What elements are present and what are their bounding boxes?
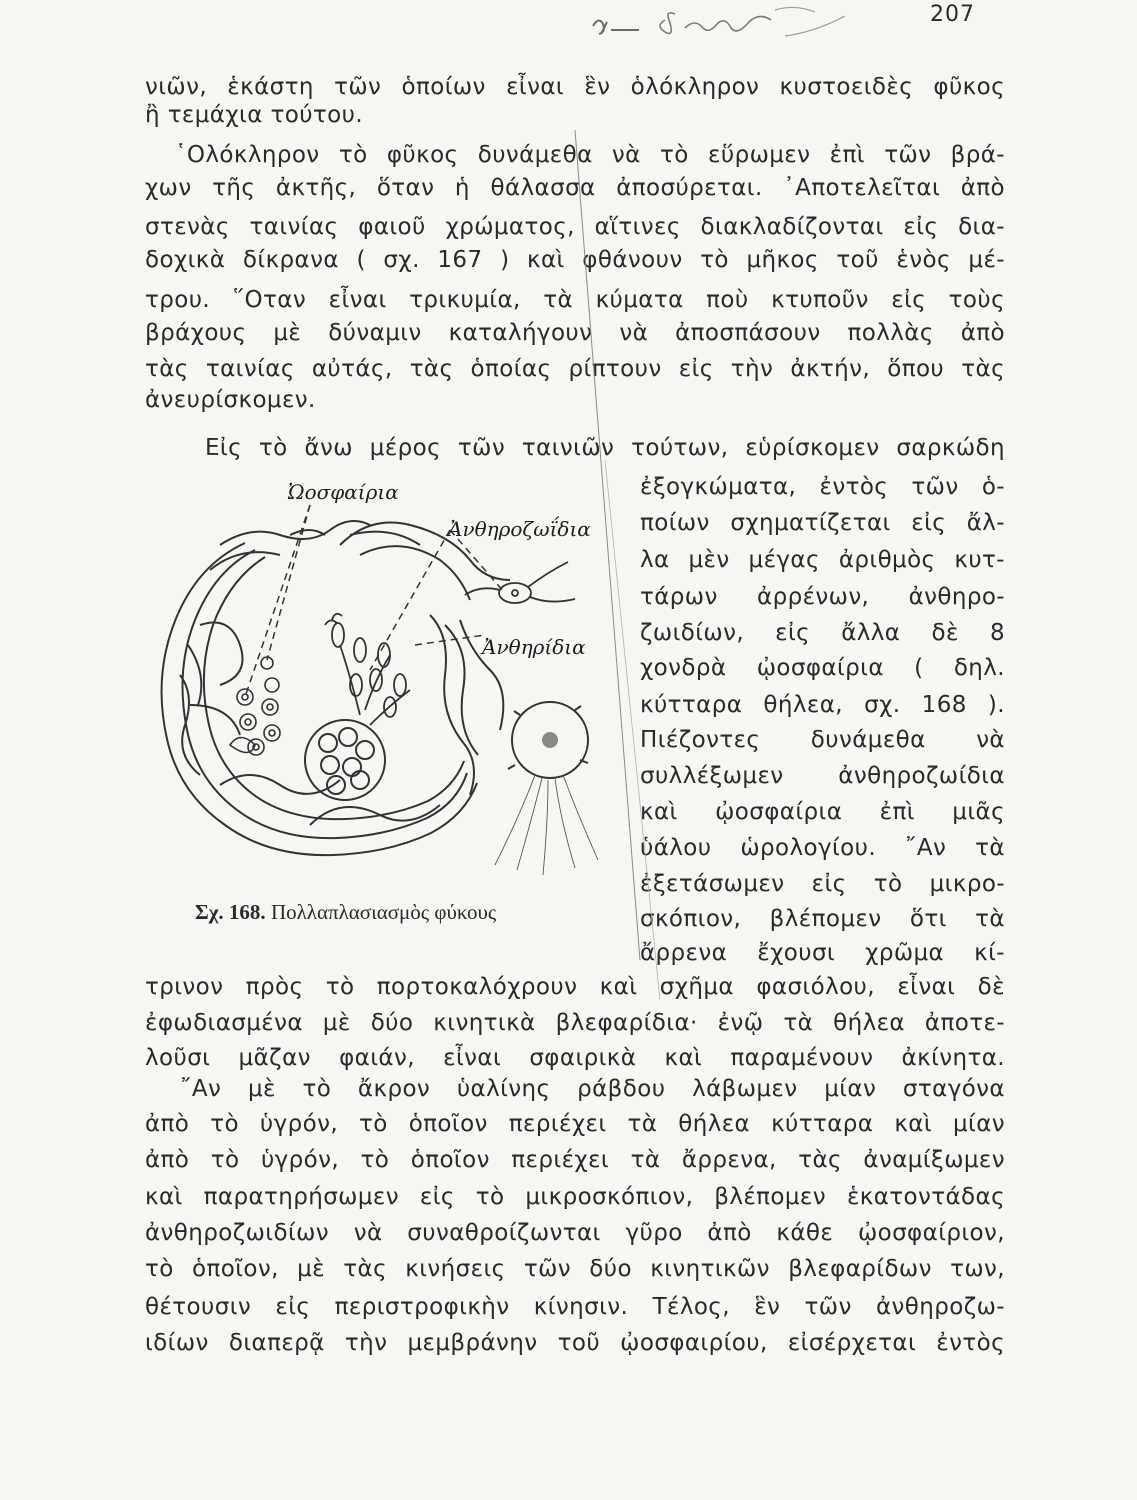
text-line: νιῶν, ἑκάστη τῶν ὁποίων εἶναι ἓν ὁλόκληρον κυστοειδὲς φῦκος bbox=[145, 74, 1005, 100]
text-line: τρου. ῞Οταν εἶναι τρικυμία, τὰ κύματα ποὺ κτυποῦν εἰς τοὺς bbox=[145, 287, 1005, 313]
text-line: τὰς ταινίας αὐτάς, τὰς ὁποίας ρίπτουν εἰς τὴν ἀκτήν, ὅπου τὰς bbox=[145, 356, 1005, 382]
figure-caption bbox=[195, 900, 496, 925]
text-line: τρινον πρὸς τὸ πορτοκαλόχρουν καὶ σχῆμα φασιόλου, εἶναι δὲ bbox=[145, 974, 1005, 1000]
text-line: συλλέξωμεν ἀνθηροζωίδια bbox=[640, 763, 1005, 789]
text-line: ποίων σχηματίζεται εἰς ἄλ- bbox=[640, 510, 1005, 536]
text-line: καὶ παρατηρήσωμεν εἰς τὸ μικροσκόπιον, βλέπομεν ἑκατοντάδας bbox=[145, 1184, 1005, 1210]
text-line: στενὰς ταινίας φαιοῦ χρώματος, αἵτινες διακλαδίζονται εἰς δια- bbox=[145, 214, 1005, 240]
caption-number: Σχ. 168. bbox=[195, 900, 266, 924]
text-line: βράχους μὲ δύναμιν καταλήγουν νὰ ἀποσπάσουν πολλὰς ἀπὸ bbox=[145, 320, 1005, 346]
text-line: χονδρὰ ᾠοσφαίρια ( δηλ. bbox=[640, 655, 1005, 681]
text-line: ῾Ολόκληρον τὸ φῦκος δυνάμεθα νὰ τὸ εὕρωμεν ἐπὶ τῶν βρά- bbox=[175, 142, 1005, 168]
text-line: ἀνθηροζωιδίων νὰ συναθροίζωνται γῦρο ἀπὸ κάθε ᾠοσφαίριον, bbox=[145, 1220, 1005, 1246]
text-line: δοχικὰ δίκρανα ( σχ. 167 ) καὶ φθάνουν τὸ μῆκος τοῦ ἑνὸς μέ- bbox=[145, 247, 1005, 273]
label-oospheres: Ὠοσφαίρια bbox=[288, 480, 399, 504]
text-line: ζωιδίων, εἰς ἄλλα δὲ 8 bbox=[640, 620, 1005, 646]
text-line: ἐφωδιασμένα μὲ δύο κινητικὰ βλεφαρίδια· ἐνῷ τὰ θήλεα ἀποτε- bbox=[145, 1010, 1005, 1036]
figure-168 bbox=[160, 475, 630, 895]
page-number: 207 bbox=[930, 2, 975, 27]
handwritten-pencil-note bbox=[585, 0, 865, 46]
text-line: σκόπιον, βλέπομεν ὅτι τὰ bbox=[640, 906, 1005, 932]
text-line: κύτταρα θήλεα, σχ. 168 ). bbox=[640, 692, 1005, 718]
text-line: ἢ τεμάχια τούτου. bbox=[145, 102, 364, 128]
label-antheridia: Ἀνθηρίδια bbox=[482, 635, 586, 659]
text-line: Πιέζοντες δυνάμεθα νὰ bbox=[640, 727, 1005, 753]
text-line: ἀπὸ τὸ ὑγρόν, τὸ ὁποῖον περιέχει τὰ ἄρρενα, τὰς ἀναμίξωμεν bbox=[145, 1147, 1005, 1173]
text-line: λοῦσι μᾶζαν φαιάν, εἶναι σφαιρικὰ καὶ παραμένουν ἀκίνητα. bbox=[145, 1045, 1005, 1071]
text-line: ῎Αν μὲ τὸ ἄκρον ὑαλίνης ράβδου λάβωμεν μίαν σταγόνα bbox=[180, 1076, 1005, 1102]
text-line: θέτουσιν εἰς περιστροφικὴν κίνησιν. Τέλος, ἓν τῶν ἀνθηροζω- bbox=[145, 1294, 1005, 1320]
text-line: τάρων ἀρρένων, ἀνθηρο- bbox=[640, 584, 1005, 610]
text-line: λα μὲν μέγας ἀριθμὸς κυτ- bbox=[640, 547, 1005, 573]
text-line: χων τῆς ἀκτῆς, ὅταν ἡ θάλασσα ἀποσύρεται. ᾿Αποτελεῖται ἀπὸ bbox=[145, 175, 1005, 201]
text-line: ἀπὸ τὸ ὑγρόν, τὸ ὁποῖον περιέχει τὰ θήλεα κύτταρα καὶ μίαν bbox=[145, 1111, 1005, 1137]
label-antherozoids: Ἀνθηροζωΐδια bbox=[448, 517, 591, 541]
text-line: ἄρρενα ἔχουσι χρῶμα κί- bbox=[640, 940, 1005, 966]
text-line: ἐξογκώματα, ἐντὸς τῶν ὁ- bbox=[640, 474, 1005, 500]
text-line: καὶ ᾠοσφαίρια ἐπὶ μιᾶς bbox=[640, 799, 1005, 825]
text-line: ιδίων διαπερᾷ τὴν μεμβράνην τοῦ ᾠοσφαιρίου, εἰσέρχεται ἐντὸς bbox=[145, 1330, 1005, 1356]
text-line: ἐξετάσωμεν εἰς τὸ μικρο- bbox=[640, 871, 1005, 897]
text-line: ἀνευρίσκομεν. bbox=[145, 387, 316, 413]
text-line: Εἰς τὸ ἄνω μέρος τῶν ταινιῶν τούτων, εὑρίσκομεν σαρκώδη bbox=[205, 435, 1005, 461]
caption-text: Πολλαπλασιασμὸς φύκους bbox=[270, 900, 497, 924]
text-line: ὑάλου ὡρολογίου. ῎Αν τὰ bbox=[640, 835, 1005, 861]
text-line: τὸ ὁποῖον, μὲ τὰς κινήσεις τῶν δύο κινητικῶν βλεφαρίδων των, bbox=[145, 1256, 1005, 1282]
